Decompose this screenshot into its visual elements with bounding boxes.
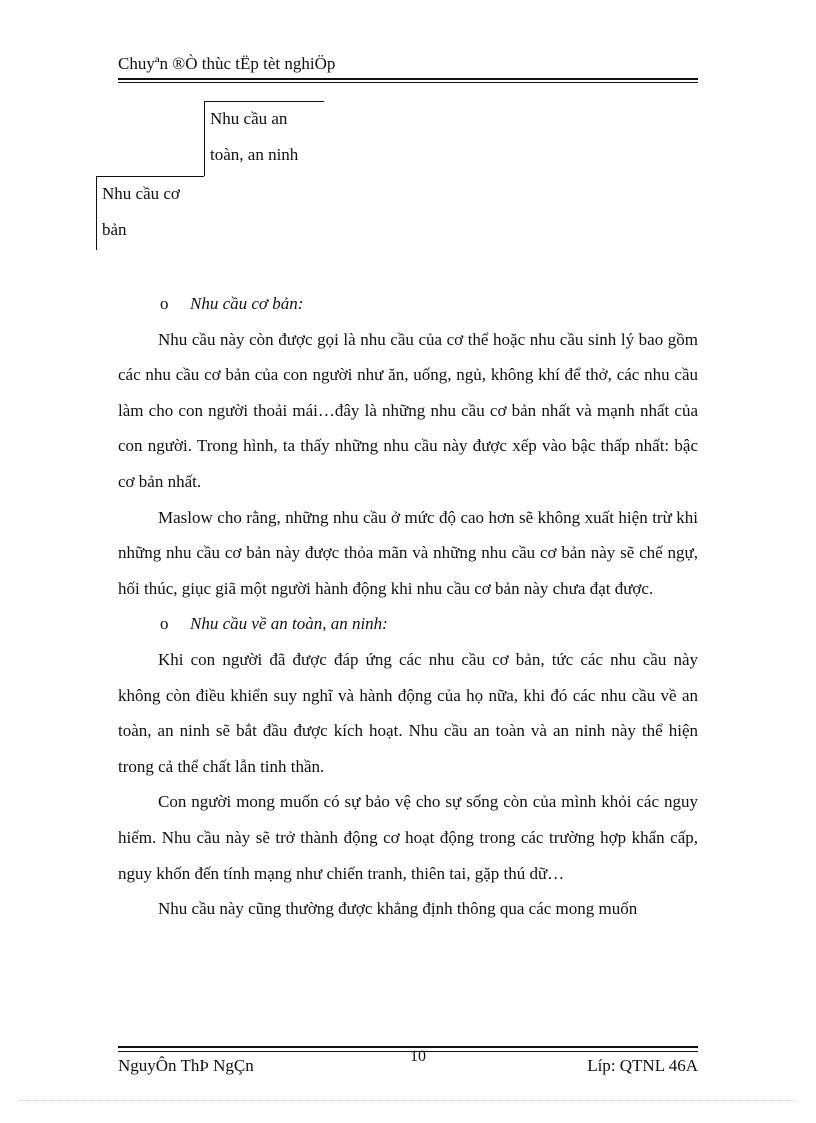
main-content <box>118 286 698 927</box>
page-header <box>118 52 698 80</box>
paragraph-5: Nhu cầu này cũng thường được khẳng định thông qua các mong muốn <box>158 899 638 919</box>
lower-step-label <box>102 176 180 248</box>
bullet-marker: o <box>160 294 169 313</box>
header-title: Chuyªn ®Ò thùc tËp tèt nghiÖp <box>118 54 336 73</box>
upper-step-label <box>210 101 298 173</box>
footer-author: NguyÔn ThÞ NgÇn <box>118 1056 254 1075</box>
footer-class: Líp: QTNL 46A <box>587 1056 698 1075</box>
paragraph-2: Maslow cho rằng, những nhu cầu ở mức độ cao hơn sẽ không xuất hiện trừ khi những nhu cầu cơ bản này được thỏa mãn và những nhu cầu cơ bản này sẽ chế ngự, hối thúc, giục giã một người hành động khi nhu cầu cơ bản này chưa đạt được. <box>118 507 698 598</box>
bullet-safety-needs <box>118 606 698 642</box>
upper-step-left-line <box>204 101 205 176</box>
paragraph-4: Con người mong muốn có sự bảo vệ cho sự sống còn của mình khỏi các nguy hiểm. Nhu cầu này sẽ trở thành động cơ hoạt động trong các trường hợp khẩn cấp, nguy khốn đến tính mạng như chiến tranh, thiên tai, gặp thú dữ… <box>118 792 698 883</box>
page-footer <box>118 1046 698 1078</box>
upper-step-line-2: toàn, an ninh <box>210 145 299 164</box>
page-bottom-divider <box>20 1100 796 1101</box>
bullet-marker: o <box>160 614 169 634</box>
lower-step-line-2: bản <box>102 220 127 239</box>
bullet-heading: Nhu cầu cơ bản: <box>190 294 304 313</box>
footer-page-number: 10 <box>410 1048 426 1065</box>
bullet-heading: Nhu cầu về an toàn, an ninh: <box>190 614 388 634</box>
paragraph-3: Khi con người đã được đáp ứng các nhu cầu cơ bản, tức các nhu cầu này không còn điều khiển suy nghĩ và hành động của họ nữa, khi đó các nhu cầu về an toàn, an ninh sẽ bắt đầu được kích hoạt. Nhu cầu an toàn và an ninh này thể hiện trong cả thể chất lẫn tinh thần. <box>118 649 698 776</box>
lower-step-left-line <box>96 176 97 250</box>
lower-step-line-1: Nhu cầu cơ <box>102 184 180 203</box>
bullet-basic-needs <box>118 286 698 322</box>
upper-step-line-1: Nhu cầu an <box>210 109 288 128</box>
paragraph-1: Nhu cầu này còn được gọi là nhu cầu của cơ thể hoặc nhu cầu sinh lý bao gồm các nhu cầu cơ bản của con người như ăn, uống, ngủ, không khí để thở, các nhu cầu làm cho con người thoải mái…đây là những nhu cầu cơ bản nhất và mạnh nhất của con người. Trong hình, ta thấy những nhu cầu này được xếp vào bậc thấp nhất: bậc cơ bản nhất. <box>118 329 698 491</box>
